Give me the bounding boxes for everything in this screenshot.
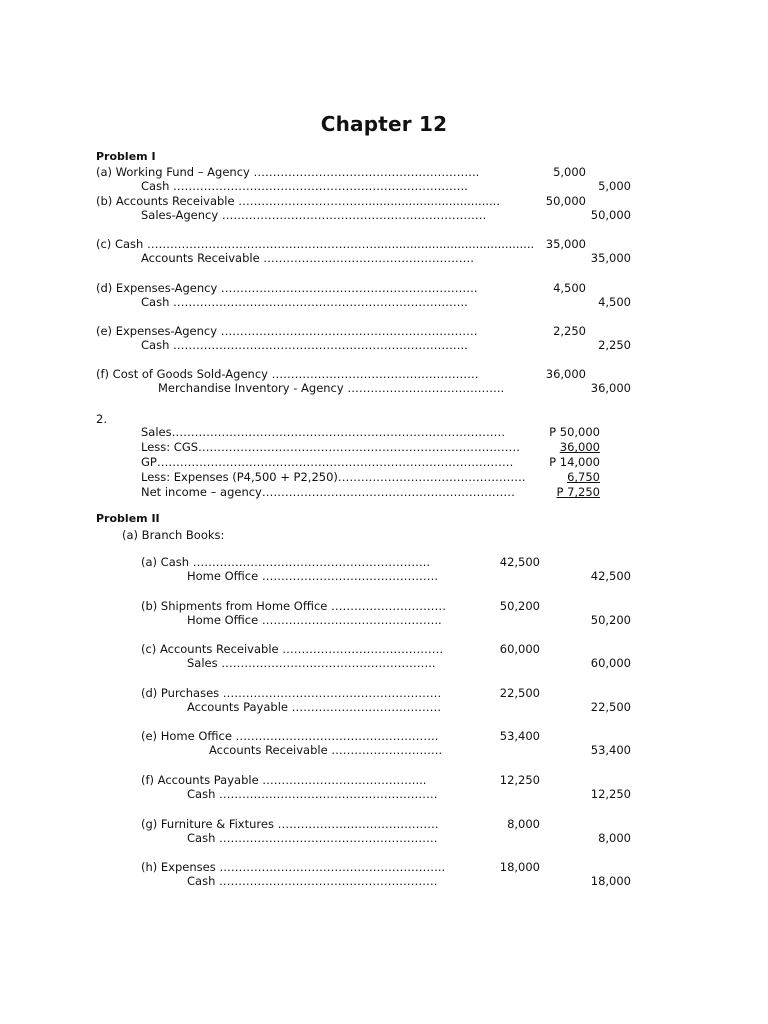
credit-amount: 18,000	[590, 874, 631, 889]
journal-debit-line: (g) Furniture & Fixtures ……………………………………	[141, 816, 439, 831]
debit-amount: 12,250	[499, 773, 540, 787]
journal-debit-line: (a) Cash ……………………………………………………..	[141, 555, 430, 569]
journal-credit-line: Accounts Payable …………………………………	[187, 699, 442, 714]
journal-credit-line: Home Office ……………………………………….	[187, 569, 438, 583]
income-line-label: Less: CGS…………………………………………………………………………	[141, 440, 521, 454]
journal-debit-line: (b) Shipments from Home Office …………………………	[141, 598, 446, 613]
credit-amount: 2,250	[598, 338, 631, 352]
journal-debit-line: (b) Accounts Receivable …………………………….....................................	[96, 194, 500, 208]
debit-amount: 50,000	[545, 194, 586, 208]
income-line-amount: 36,000	[559, 440, 600, 454]
debit-amount: 5,000	[553, 165, 586, 179]
credit-amount: 53,400	[590, 743, 631, 758]
debit-amount: 60,000	[499, 642, 540, 657]
credit-amount: 50,000	[590, 208, 631, 222]
debit-amount: 42,500	[499, 555, 540, 569]
debit-amount: 2,250	[553, 324, 586, 338]
journal-credit-line: Accounts Receivable ……………………………………………….	[141, 251, 474, 265]
income-line-amount: P 14,000	[549, 455, 600, 469]
income-line-amount: 6,750	[567, 470, 600, 484]
income-line-label: Net income – agency…………………………………………………………	[141, 485, 515, 499]
journal-credit-line: Sales ………………………………………………..	[187, 656, 436, 671]
credit-amount: 22,500	[590, 699, 631, 714]
journal-credit-line: Sales-Agency ……………………………………………………………	[141, 208, 487, 222]
journal-credit-line: Cash …………………………………………………	[187, 787, 438, 801]
journal-debit-line: (d) Purchases …………………………………………………	[141, 685, 442, 700]
problem-1-heading: Problem I	[96, 150, 156, 163]
debit-amount: 53,400	[499, 729, 540, 744]
journal-credit-line: Accounts Receivable ………………………..	[209, 743, 443, 758]
debit-amount: 18,000	[499, 860, 540, 875]
page-title: Chapter 12	[320, 112, 448, 136]
journal-debit-line: (e) Home Office ……………………………………………..	[141, 729, 439, 744]
journal-debit-line: (e) Expenses-Agency ………………………………………………………….	[96, 324, 478, 338]
journal-credit-line: Cash …………………………………………………………………..	[141, 179, 468, 193]
journal-debit-line: (h) Expenses …………………………………………………..	[141, 860, 446, 875]
income-line-amount: P 7,250	[556, 485, 600, 499]
credit-amount: 35,000	[590, 251, 631, 265]
credit-amount: 60,000	[590, 656, 631, 671]
problem-1-part2-label: 2.	[96, 412, 107, 426]
journal-debit-line: (c) Accounts Receivable ……………………………………	[141, 642, 444, 657]
debit-amount: 50,200	[499, 598, 540, 613]
credit-amount: 4,500	[598, 295, 631, 309]
debit-amount: 4,500	[553, 281, 586, 295]
journal-credit-line: Merchandise Inventory - Agency …………………………………..	[158, 381, 505, 395]
debit-amount: 22,500	[499, 685, 540, 700]
credit-amount: 8,000	[598, 830, 631, 845]
credit-amount: 12,250	[590, 787, 631, 801]
debit-amount: 36,000	[545, 367, 586, 381]
journal-debit-line: (c) Cash ……………………………………………………...........................................	[96, 237, 535, 251]
debit-amount: 35,000	[545, 237, 586, 251]
income-line-label: Sales……………………………………………………………………………	[141, 425, 506, 439]
debit-amount: 8,000	[507, 816, 540, 831]
journal-credit-line: Cash …………………………………………………	[187, 830, 438, 845]
credit-amount: 42,500	[590, 569, 631, 583]
credit-amount: 50,200	[590, 612, 631, 627]
journal-credit-line: Cash …………………………………………………	[187, 874, 438, 889]
credit-amount: 5,000	[598, 179, 631, 193]
journal-debit-line: (d) Expenses-Agency ………………………………………………………….	[96, 281, 478, 295]
journal-credit-line: Cash …………………………………………………………………..	[141, 338, 468, 352]
problem-2-subheading: (a) Branch Books:	[122, 528, 225, 542]
credit-amount: 36,000	[590, 381, 631, 395]
income-line-label: Less: Expenses (P4,500 + P2,250)………………………………………….	[141, 470, 526, 484]
journal-credit-line: Cash …………………………………………………………………..	[141, 295, 468, 309]
journal-debit-line: (f) Cost of Goods Sold-Agency ………………………………………………	[96, 367, 479, 381]
problem-2-heading: Problem II	[96, 512, 160, 525]
journal-debit-line: (f) Accounts Payable …………………………………....	[141, 773, 427, 787]
income-line-label: GP…………………………………………………………………………………	[141, 455, 514, 469]
income-line-amount: P 50,000	[549, 425, 600, 439]
journal-debit-line: (a) Working Fund – Agency …………………………………………………..	[96, 165, 480, 179]
journal-credit-line: Home Office ………………………………………..	[187, 612, 442, 627]
